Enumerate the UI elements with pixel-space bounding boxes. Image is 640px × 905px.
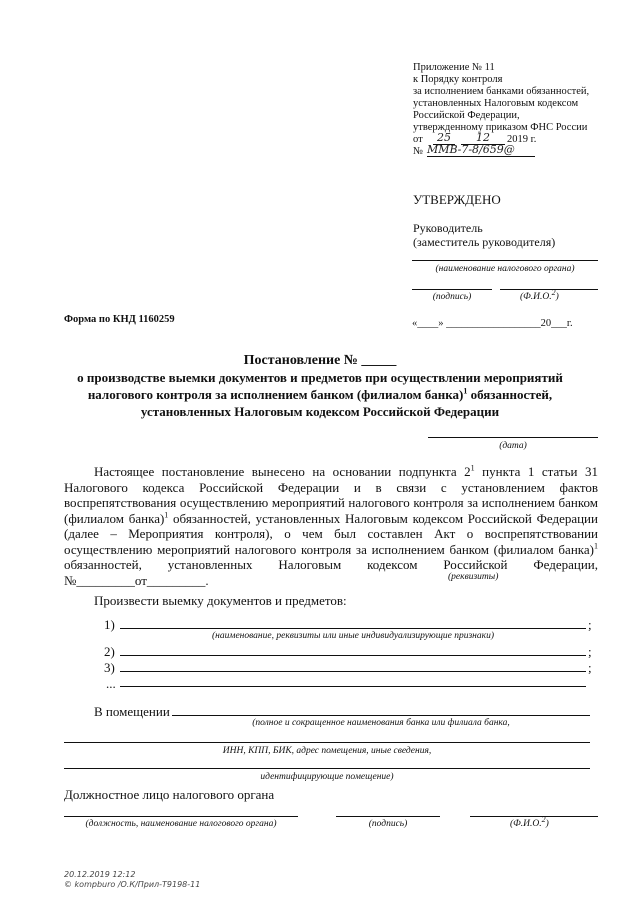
- item1-line: [120, 628, 586, 629]
- title-line: установленных Налоговым кодексом Российской Федерации: [140, 404, 500, 419]
- appendix-line: утвержденному приказом ФНС России: [413, 122, 588, 133]
- fio-caption: [520, 287, 590, 303]
- item3-line: [120, 671, 586, 672]
- premises-label: В помещении: [94, 704, 170, 719]
- item-more: ...: [106, 676, 116, 691]
- date-month-handwritten: 12: [461, 132, 505, 145]
- footer-timestamp: 20.12.2019 12:12: [64, 870, 136, 879]
- premises-caption: (полное и сокращенное наименования банка или филиала банка,: [252, 718, 510, 728]
- number-prefix: №: [413, 146, 424, 157]
- org-caption: (наименование налогового органа): [435, 264, 575, 274]
- official-fio-footnote: 2: [541, 814, 546, 824]
- appendix-line: к Порядку контроля: [413, 74, 503, 85]
- footer-source: © kompburo /О.К/Прил-Т9198-11: [64, 880, 201, 889]
- date-day-handwritten: 25: [433, 132, 455, 145]
- item-end: ;: [588, 660, 592, 675]
- sign-line: [412, 289, 492, 290]
- order-number-handwritten: ММВ-7-8/659@: [427, 144, 535, 157]
- item-end: ;: [588, 644, 592, 659]
- title-line: [60, 386, 580, 403]
- approved-date-line: «____» __________________20___г.: [412, 318, 573, 329]
- official-fio-text: (Ф.И.О.: [510, 819, 542, 829]
- title-footnote: 1: [463, 386, 468, 396]
- fio-footnote: 2: [551, 287, 556, 297]
- seize-heading: Произвести выемку документов и предметов:: [94, 593, 347, 608]
- date-prefix: от: [413, 134, 423, 145]
- footnote-mark: 1: [164, 510, 169, 520]
- document-title: [60, 352, 580, 420]
- appendix-block: [413, 62, 613, 158]
- body-paragraph: [64, 464, 598, 588]
- fio-line: [500, 289, 598, 290]
- item1-caption: (наименование, реквизиты или иные индивидуализирующие признаки): [212, 631, 494, 641]
- body-text: обязанностей, установленных Налоговым кодексом Российской Федерации (далее – Мероприятия контроля), о чем был составлен Акт о воспрепятствовании осуществлению мероприятий налогового контроля за исполнением банком (филиалом банка): [64, 510, 598, 557]
- body-text: Настоящее постановление вынесено на основании подпункта 2: [94, 464, 471, 479]
- sign-caption: (подпись): [432, 292, 472, 302]
- official-fio-caption: [510, 814, 590, 830]
- premises-caption: ИНН, КПП, БИК, адрес помещения, иные сведения,: [222, 746, 432, 756]
- appendix-line: установленных Налоговым кодексом: [413, 98, 579, 109]
- official-label: Должностное лицо налогового органа: [64, 787, 275, 802]
- title-line-part: обязанностей,: [467, 387, 553, 402]
- appendix-line: Российской Федерации,: [413, 110, 520, 121]
- requisites-caption: (реквизиты): [448, 572, 499, 582]
- body-text: обязанностей, установленных Налоговым кодексом Российской Федерации, №_________от_________.: [64, 557, 598, 588]
- approved-head: Руководитель: [413, 221, 483, 235]
- date-year: 2019 г.: [507, 134, 537, 145]
- item-more-line: [120, 686, 586, 687]
- appendix-line: за исполнением банками обязанностей,: [413, 86, 590, 97]
- footnote-mark: 1: [594, 541, 598, 551]
- title-line: о производстве выемки документов и предметов при осуществлении мероприятий: [77, 370, 563, 385]
- position-line: [64, 816, 298, 817]
- premises-line: [64, 742, 590, 743]
- body-text: пункта 1 статьи 31 Налогового кодекса Российской Федерации и в связи с установлением фактов воспрепятствования осуществлению мероприятий налогового контроля за исполнением банком (филиалом банка): [64, 464, 599, 526]
- fio-caption-text: (Ф.И.О.: [520, 292, 552, 302]
- official-fio-close: ): [545, 819, 549, 829]
- date-caption: (дата): [499, 441, 527, 451]
- signature-line: [336, 816, 440, 817]
- item-number: 3): [104, 660, 115, 675]
- position-caption: (должность, наименование налогового органа): [85, 819, 277, 829]
- org-line: [412, 260, 598, 261]
- appendix-number: [413, 143, 613, 158]
- premises-line: [172, 715, 590, 716]
- item-number: 1): [104, 617, 115, 632]
- date-line: [428, 437, 598, 438]
- title-line: Постановление № _____: [243, 353, 397, 368]
- form-code: Форма по КНД 1160259: [64, 314, 175, 325]
- footnote-mark: 1: [470, 463, 475, 473]
- approved-title: УТВЕРЖДЕНО: [413, 192, 501, 207]
- premises-line: [64, 768, 590, 769]
- premises-caption: идентифицирующие помещение): [260, 772, 394, 782]
- item-number: 2): [104, 644, 115, 659]
- signature-caption: (подпись): [368, 819, 408, 829]
- item-end: ;: [588, 617, 592, 632]
- fio-caption-close: ): [555, 292, 559, 302]
- official-fio-line: [470, 816, 598, 817]
- item2-line: [120, 655, 586, 656]
- appendix-line: Приложение № 11: [413, 62, 495, 73]
- title-line-part: налогового контроля за исполнением банком (филиалом банка): [87, 387, 464, 402]
- approved-deputy: (заместитель руководителя): [413, 235, 556, 249]
